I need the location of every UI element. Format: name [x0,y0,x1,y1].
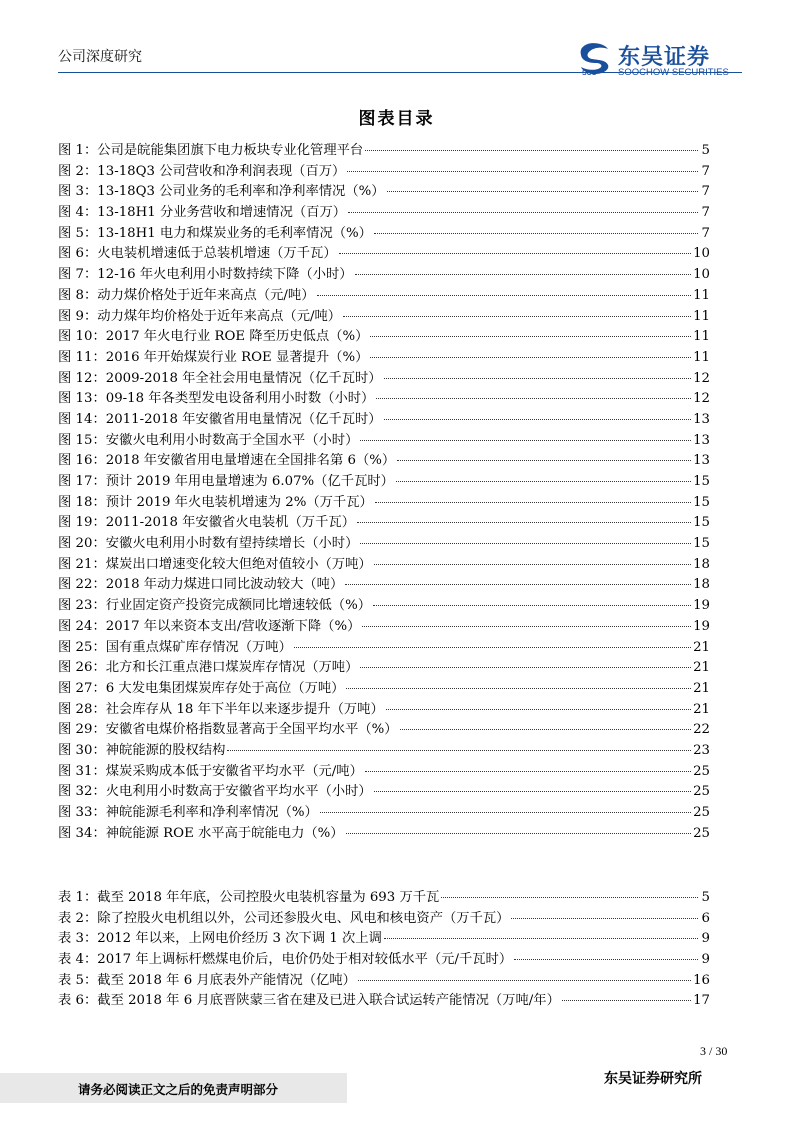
table-entry[interactable] [58,907,710,928]
dot-leader [374,233,698,234]
figure-entry-page: 25 [693,763,710,779]
figure-entry[interactable] [58,491,710,512]
dot-leader [370,357,691,358]
figure-entry[interactable] [58,367,710,388]
dot-leader [376,398,691,399]
dot-leader [373,605,691,606]
figure-entry-title: 图 4：13-18H1 分业务营收和增速情况（百万） [58,205,347,221]
figure-entry-title: 图 13：09-18 年各类型发电设备利用小时数（小时） [58,391,375,407]
figure-entry-title: 图 15：安徽火电利用小时数高于全国水平（小时） [58,432,359,448]
figure-entry-title: 图 25：国有重点煤矿库存情况（万吨） [58,639,292,655]
figure-entry-title: 图 6：火电装机增速低于总装机增速（万千瓦） [58,246,337,262]
table-entry-title: 表 4：2017 年上调标杆燃煤电价后，电价仍处于相对较低水平（元/千瓦时） [58,952,513,968]
company-logo [578,42,743,80]
figure-entry-title: 图 33：神皖能源毛利率和净利率情况（%） [58,805,318,820]
figure-entry-title: 图 28：社会库存从 18 年下半年以来逐步提升（万吨） [58,701,384,717]
figure-entry-title: 图 16：2018 年安徽省用电量增速在全国排名第 6（%） [58,453,396,469]
figure-entry[interactable] [58,387,710,408]
figure-entry-title: 图 24：2017 年以来资本支出/营收逐渐下降（%） [58,618,361,634]
figure-entry-title: 图 8：动力煤价格处于近年来高点（元/吨） [58,287,315,303]
figure-entry-page: 5 [701,143,710,158]
figure-entry[interactable] [58,739,710,760]
dot-leader [227,750,691,751]
figure-entry-title: 图 23：行业固定资产投资完成额同比增速较低（%） [58,598,372,614]
figure-entry-page: 25 [693,825,710,841]
figure-entry-title: 图 3：13-18Q3 公司业务的毛利率和净利率情况（%） [58,184,385,200]
figure-entry-page: 15 [693,494,710,510]
header-divider [58,72,742,73]
figure-entry-page: 11 [693,308,710,324]
figure-entry-page: 21 [693,660,710,676]
figure-entry-title: 图 21：煤炭出口增速变化较大但绝对值较小（万吨） [58,556,372,572]
dot-leader [294,647,691,648]
figure-entry-page: 7 [701,163,710,179]
table-entry-page: 9 [701,931,710,947]
figure-entry-page: 10 [693,246,710,262]
table-entry[interactable] [58,969,710,990]
figure-entry[interactable] [58,677,710,698]
dot-leader [343,316,691,317]
dot-leader [384,378,691,379]
figure-entry[interactable] [58,553,710,574]
figure-entry[interactable] [58,718,710,739]
logo-english-name: SOOCHOW SECURITIES [618,67,729,78]
figure-entry-title: 图 31：煤炭采购成本低于安徽省平均水平（元/吨） [58,763,363,779]
table-entry-page: 5 [701,890,710,905]
figure-entry[interactable] [58,470,710,491]
dot-leader [365,771,691,772]
figure-entry-title: 图 5：13-18H1 电力和煤炭业务的毛利率情况（%） [58,225,372,241]
figure-entry-title: 图 9：动力煤年均价格处于近年来高点（元/吨） [58,308,342,324]
figure-entry-page: 23 [693,742,710,758]
dot-leader [387,191,698,192]
figure-entry[interactable] [58,656,710,677]
page-number: 3 / 30 [700,1044,728,1058]
figure-entry-title: 图 10：2017 年火电行业 ROE 降至历史低点（%） [58,329,369,345]
figure-entry-page: 7 [701,184,710,200]
soochow-logo-icon [578,42,614,76]
figure-entry-page: 11 [693,349,710,365]
figure-entry[interactable] [58,573,710,594]
logo-mark-text: SCS [582,70,597,76]
dot-leader [374,564,691,565]
figure-entry[interactable] [58,263,710,284]
dot-leader [375,502,691,503]
figure-entry-page: 15 [693,474,710,489]
figure-entry-title: 图 1：公司是皖能集团旗下电力板块专业化管理平台 [58,143,364,158]
figure-entry-title: 图 32：火电利用小时数高于安徽省平均水平（小时） [58,784,372,800]
page-title: 图表目录 [358,109,435,129]
table-entry[interactable] [58,989,710,1010]
dot-leader [348,212,698,213]
report-type-label: 公司深度研究 [58,49,142,65]
figure-entry[interactable] [58,408,710,429]
figure-entry-title: 图 20：安徽火电利用小时数有望持续增长（小时） [58,536,359,552]
table-entry-page: 17 [693,993,710,1009]
figure-entry[interactable] [58,305,710,326]
figure-entry-title: 图 12：2009-2018 年全社会用电量情况（亿千瓦时） [58,370,382,386]
dot-leader [370,336,691,337]
figure-entry-title: 图 18：预计 2019 年火电装机增速为 2%（万千瓦） [58,494,373,510]
figure-entry-page: 21 [693,680,710,696]
table-entry-page: 16 [693,972,710,988]
dot-leader [346,688,691,689]
figure-entry[interactable] [58,780,710,801]
dot-leader [360,440,691,441]
dot-leader [441,897,698,898]
figure-entry-page: 7 [701,225,710,241]
figure-entry[interactable] [58,532,710,553]
figure-entry[interactable] [58,822,710,843]
figure-entry-page: 25 [693,784,710,800]
figure-entry-page: 18 [693,577,710,593]
figure-entry-page: 10 [693,267,710,283]
figure-entry-page: 13 [693,453,710,469]
table-entry-page: 6 [701,910,710,926]
figure-entry-title: 图 30：神皖能源的股权结构 [58,742,226,758]
dot-leader [400,729,691,730]
table-list [58,886,710,1010]
figure-entry-title: 图 29：安徽省电煤价格指数显著高于全国平均水平（%） [58,722,398,738]
figure-entry-title: 图 14：2011-2018 年安徽省用电量情况（亿千瓦时） [58,411,382,427]
figure-entry[interactable] [58,636,710,657]
figure-entry[interactable] [58,346,710,367]
figure-entry-page: 15 [693,515,710,531]
figure-entry-title: 图 19：2011-2018 年安徽省火电装机（万千瓦） [58,515,355,531]
figure-entry-title: 图 27：6 大发电集团煤炭库存处于高位（万吨） [58,680,345,696]
logo-chinese-name: 东吴证券 [618,45,711,70]
dot-leader [320,812,691,813]
figure-entry[interactable] [58,201,710,222]
figure-entry[interactable] [58,615,710,636]
figure-entry-page: 21 [693,639,710,655]
figure-entry-page: 13 [693,432,710,448]
dot-leader [384,938,698,939]
figure-entry-page: 19 [693,618,710,634]
figure-entry-title: 图 7：12-16 年火电利用小时数持续下降（小时） [58,267,353,283]
table-entry-title: 表 3：2012 年以来，上网电价经历 3 次下调 1 次上调 [58,931,382,947]
figure-entry[interactable] [58,139,710,160]
dot-leader [397,460,691,461]
figure-entry-page: 22 [693,722,710,738]
dot-leader [360,667,691,668]
figure-entry-page: 18 [693,556,710,572]
figure-entry-page: 7 [701,205,710,221]
figure-entry[interactable] [58,160,710,181]
table-entry-title: 表 5：截至 2018 年 6 月底表外产能情况（亿吨） [58,972,356,988]
dot-leader [514,959,698,960]
table-entry-title: 表 1：截至 2018 年年底，公司控股火电装机容量为 693 万千瓦 [58,890,440,905]
figure-entry-page: 12 [693,391,710,407]
table-entry-page: 9 [701,952,710,968]
dot-leader [317,295,692,296]
dot-leader [511,918,698,919]
figure-entry-page: 15 [693,536,710,552]
dot-leader [374,791,691,792]
dot-leader [365,150,698,151]
figure-entry[interactable] [58,429,710,450]
dot-leader [357,522,691,523]
figure-entry-title: 图 26：北方和长江重点港口煤炭库存情况（万吨） [58,660,359,676]
figure-entry[interactable] [58,801,710,822]
dot-leader [396,481,691,482]
dot-leader [346,833,691,834]
figure-entry-page: 13 [693,411,710,427]
footer-firm-name: 东吴证券研究所 [604,1071,702,1087]
figure-entry-title: 图 11：2016 年开始煤炭行业 ROE 显著提升（%） [58,349,369,365]
dot-leader [355,274,691,275]
figure-entry[interactable] [58,180,710,201]
table-entry[interactable] [58,927,710,948]
figure-entry[interactable] [58,284,710,305]
figure-entry-title: 图 2：13-18Q3 公司营收和净利润表现（百万） [58,163,346,179]
figure-entry-title: 图 34：神皖能源 ROE 水平高于皖能电力（%） [58,825,344,841]
figure-entry[interactable] [58,511,710,532]
figure-entry[interactable] [58,449,710,470]
figure-list [58,139,710,842]
figure-entry[interactable] [58,325,710,346]
figure-entry[interactable] [58,698,710,719]
dot-leader [386,709,691,710]
table-entry[interactable] [58,948,710,969]
figure-entry-page: 25 [693,805,710,820]
figure-entry-page: 12 [693,370,710,386]
figure-entry-page: 11 [693,287,710,303]
figure-entry-page: 11 [693,329,710,345]
footer-disclaimer: 请务必阅读正文之后的免责声明部分 [78,1082,279,1097]
dot-leader [347,171,698,172]
figure-entry-title: 图 22：2018 年动力煤进口同比波动较大（吨） [58,577,344,593]
dot-leader [345,584,691,585]
figure-entry[interactable] [58,760,710,781]
figure-entry[interactable] [58,222,710,243]
table-entry[interactable] [58,886,710,907]
dot-leader [562,1000,691,1001]
figure-entry-page: 21 [693,701,710,717]
figure-entry[interactable] [58,594,710,615]
dot-leader [360,543,691,544]
dot-leader [339,253,691,254]
figure-entry[interactable] [58,242,710,263]
dot-leader [358,980,691,981]
figure-entry-page: 19 [693,598,710,614]
figure-entry-title: 图 17：预计 2019 年用电量增速为 6.07%（亿千瓦时） [58,474,394,489]
table-entry-title: 表 6：截至 2018 年 6 月底晋陕蒙三省在建及已进入联合试运转产能情况（万吨/年） [58,993,560,1009]
dot-leader [384,419,691,420]
dot-leader [362,626,691,627]
table-entry-title: 表 2：除了控股火电机组以外，公司还参股火电、风电和核电资产（万千瓦） [58,910,510,926]
